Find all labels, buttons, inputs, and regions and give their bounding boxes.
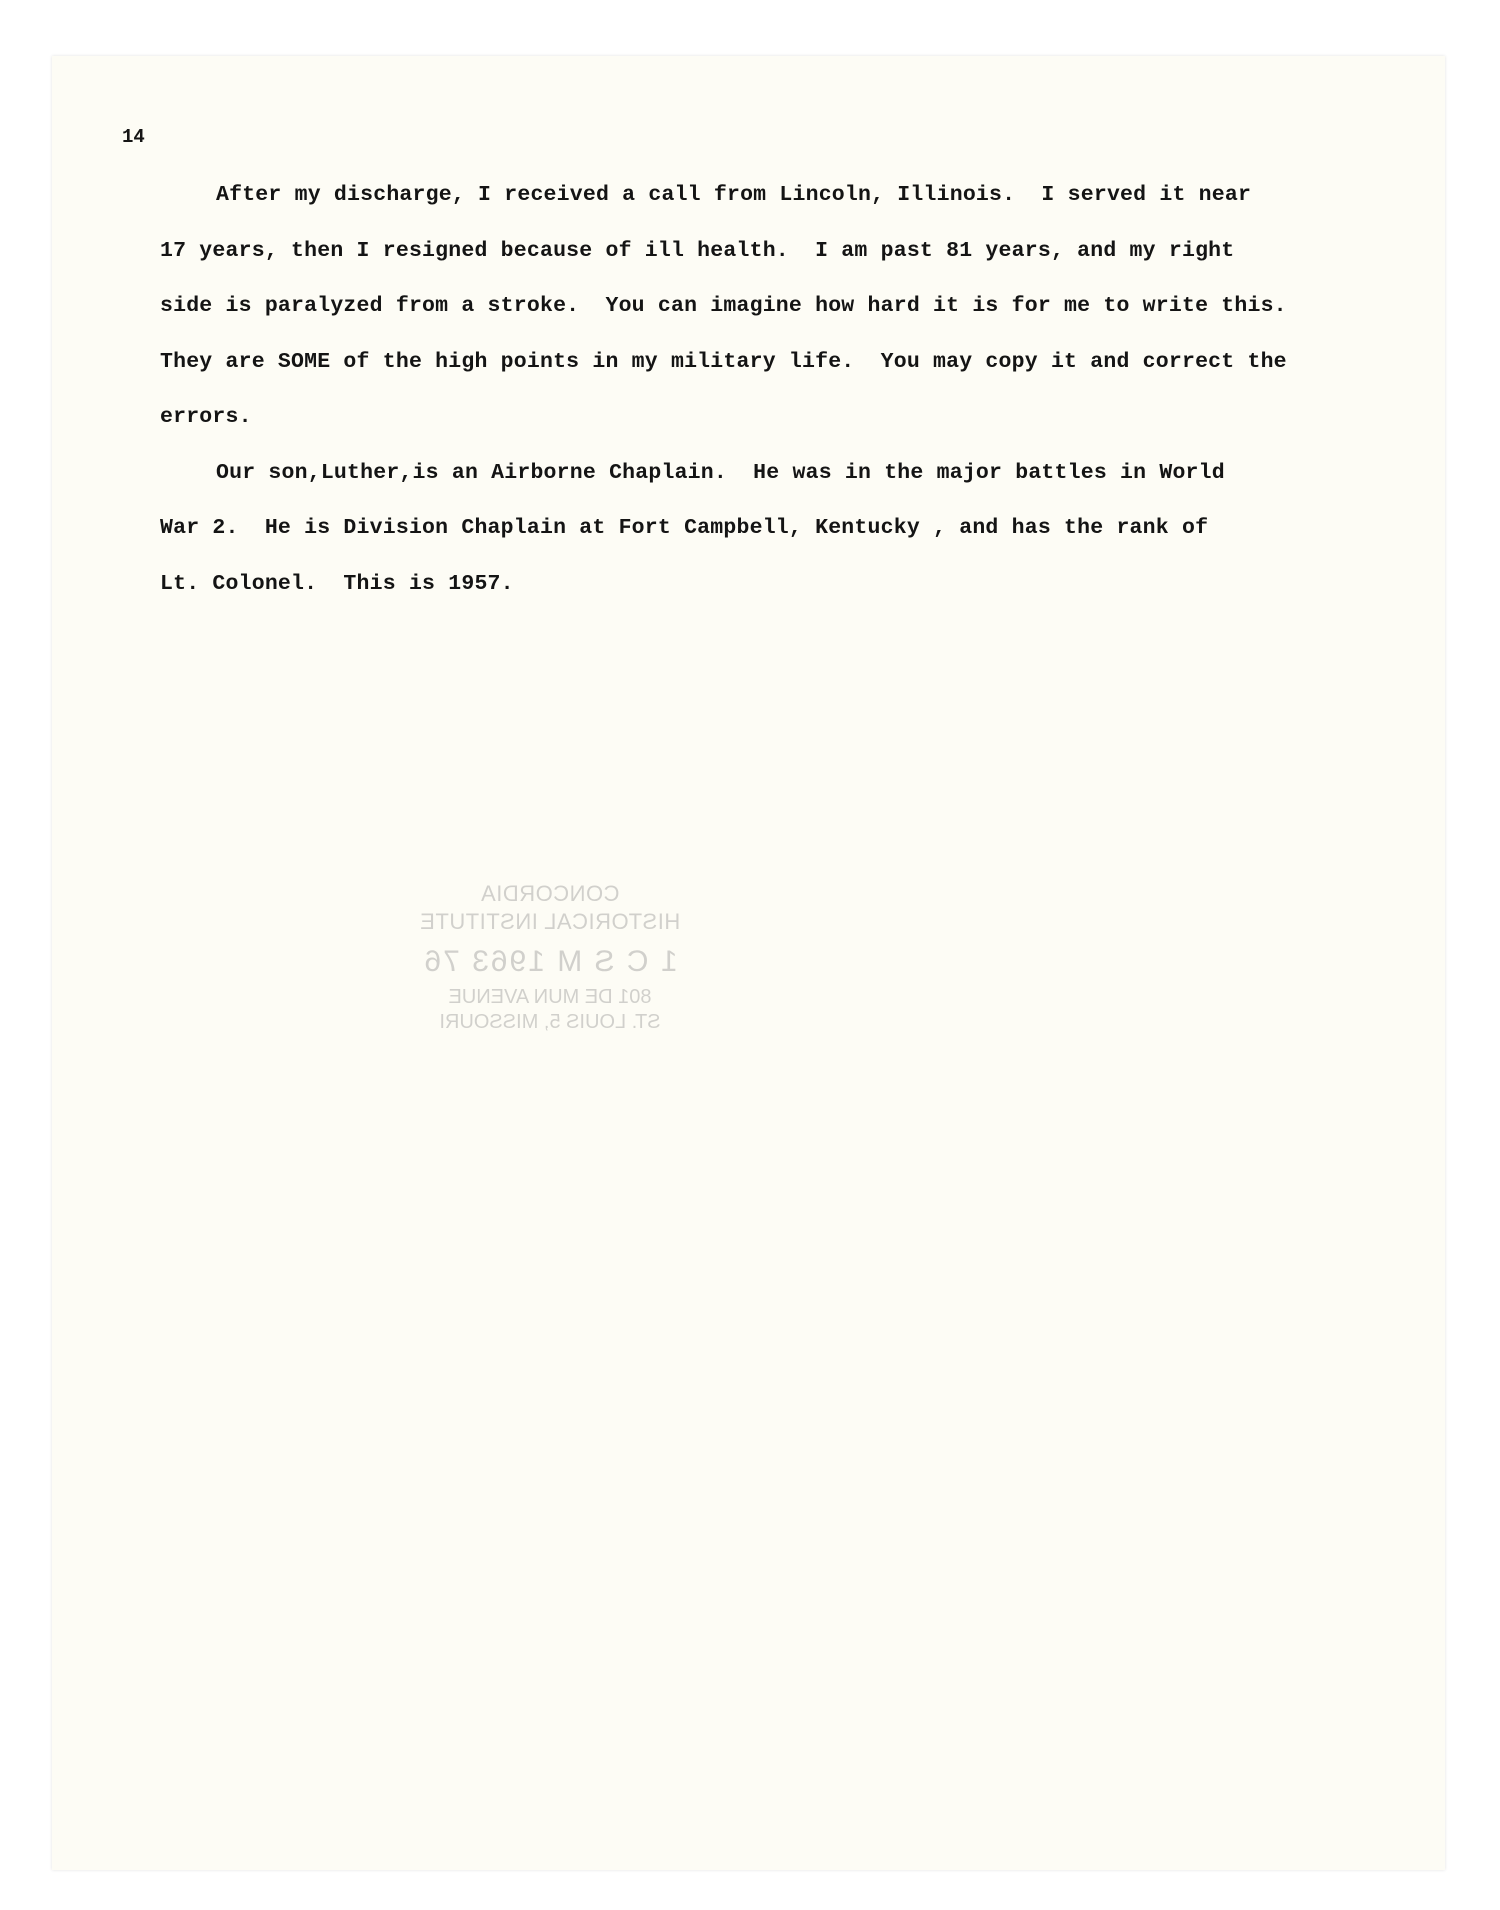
paragraph-1-line-3: side is paralyzed from a stroke. You can imagine how hard it is for me to write this. bbox=[160, 294, 1287, 318]
paragraph-2-line-1: Our son,Luther,is an Airborne Chaplain. He was in the major battles in World bbox=[216, 461, 1225, 485]
stamp-org-line-2: HISTORICAL INSTITUTE bbox=[419, 908, 681, 934]
paragraph-1-line-4: They are SOME of the high points in my military life. You may copy it and correct the bbox=[160, 350, 1287, 374]
archive-stamp bbox=[400, 880, 700, 1090]
paragraph-2-line-2: War 2. He is Division Chaplain at Fort Campbell, Kentucky , and has the rank of bbox=[160, 516, 1209, 540]
paragraph-1-line-1: After my discharge, I received a call from Lincoln, Illinois. I served it near bbox=[216, 183, 1252, 207]
stamp-code: 1 C S M 1963 76 bbox=[422, 945, 678, 978]
paragraph-2-line-3: Lt. Colonel. This is 1957. bbox=[160, 572, 514, 596]
stamp-org-line-1: CONCORDIA bbox=[480, 881, 620, 906]
paragraph-1-line-2: 17 years, then I resigned because of ill health. I am past 81 years, and my right bbox=[160, 239, 1235, 263]
page-number: 14 bbox=[122, 126, 145, 148]
stamp-address-line-2: ST. LOUIS 5, MISSOURI bbox=[439, 1010, 661, 1033]
paragraph-1-line-5: errors. bbox=[160, 405, 252, 429]
stamp-address-line-1: 801 DE MUN AVENUE bbox=[448, 985, 652, 1008]
document-page bbox=[52, 56, 1445, 1870]
